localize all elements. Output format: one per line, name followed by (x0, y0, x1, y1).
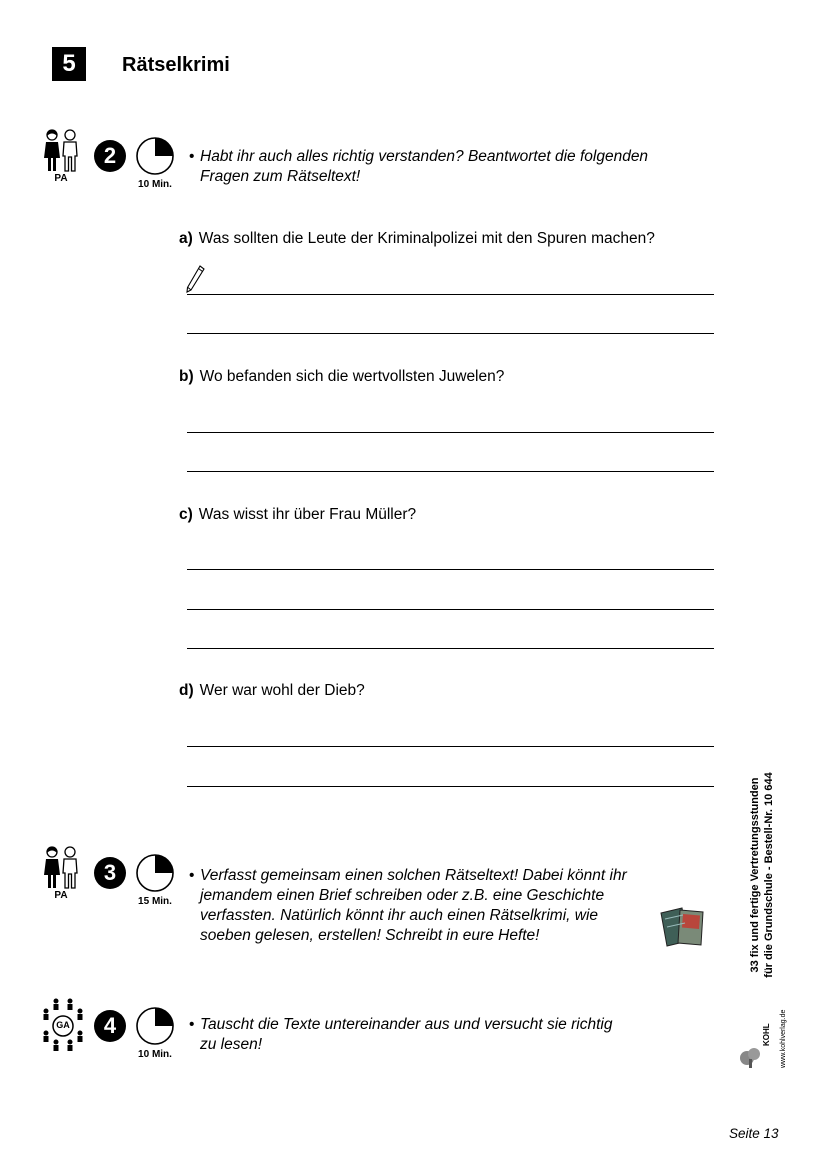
question-b: b) Wo befanden sich die wertvollsten Juwelen? (179, 368, 505, 385)
answer-line[interactable] (187, 609, 714, 610)
answer-line[interactable] (187, 432, 714, 433)
time-label: 15 Min. (138, 896, 172, 907)
answer-line[interactable] (187, 746, 714, 747)
answer-line[interactable] (187, 471, 714, 472)
sidebar-book-info: 33 fix und fertige Vertretungsstunden für die Grundschule - Bestell-Nr. 10 644 (749, 772, 775, 978)
time-label: 10 Min. (138, 1049, 172, 1060)
page-number: Seite 13 (729, 1126, 779, 1141)
mode-label: GA (56, 1020, 70, 1030)
chapter-number: 5 (52, 47, 86, 81)
publisher-name: KOHL (762, 1023, 771, 1046)
task-instruction: • Verfasst gemeinsam einen solchen Rätseltext! Dabei könnt ihr jemandem einen Brief schreiben oder z.B. eine Geschichte verfassten. Natürlich könnt ihr auch einen Rätselkrimi, wie soeben gelesen, erstellen! Schreibt in eure Hefte! (189, 867, 627, 944)
question-a: a) Was sollten die Leute der Kriminalpolizei mit den Spuren machen? (179, 230, 655, 247)
task-number: 3 (94, 857, 126, 889)
mode-label: PA (54, 890, 68, 901)
clock-icon (135, 853, 175, 893)
answer-line[interactable] (187, 569, 714, 570)
task-instruction: • Tauscht die Texte untereinander aus und versucht sie richtig zu lesen! (189, 1016, 613, 1053)
question-c: c) Was wisst ihr über Frau Müller? (179, 506, 417, 523)
task-number: 4 (94, 1010, 126, 1042)
answer-line[interactable] (187, 648, 714, 649)
question-d: d) Wer war wohl der Dieb? (179, 682, 365, 699)
answer-line[interactable] (187, 294, 714, 295)
answer-line[interactable] (187, 786, 714, 787)
answer-line[interactable] (187, 333, 714, 334)
publisher-logo-icon (738, 1043, 764, 1069)
pair-work-icon (42, 128, 80, 172)
page-title: Rätselkrimi (122, 54, 230, 76)
task-instruction: • Habt ihr auch alles richtig verstanden? Beantwortet die folgenden Fragen zum Rätseltext! (189, 148, 649, 185)
publisher-website: www.kohlverlag.de (780, 1009, 787, 1068)
time-label: 10 Min. (138, 179, 172, 190)
mode-label: PA (54, 173, 68, 184)
pencil-icon (184, 264, 206, 294)
task-number: 2 (94, 140, 126, 172)
books-icon (658, 905, 708, 949)
pair-work-icon (42, 845, 80, 889)
clock-icon (135, 136, 175, 176)
clock-icon (135, 1006, 175, 1046)
